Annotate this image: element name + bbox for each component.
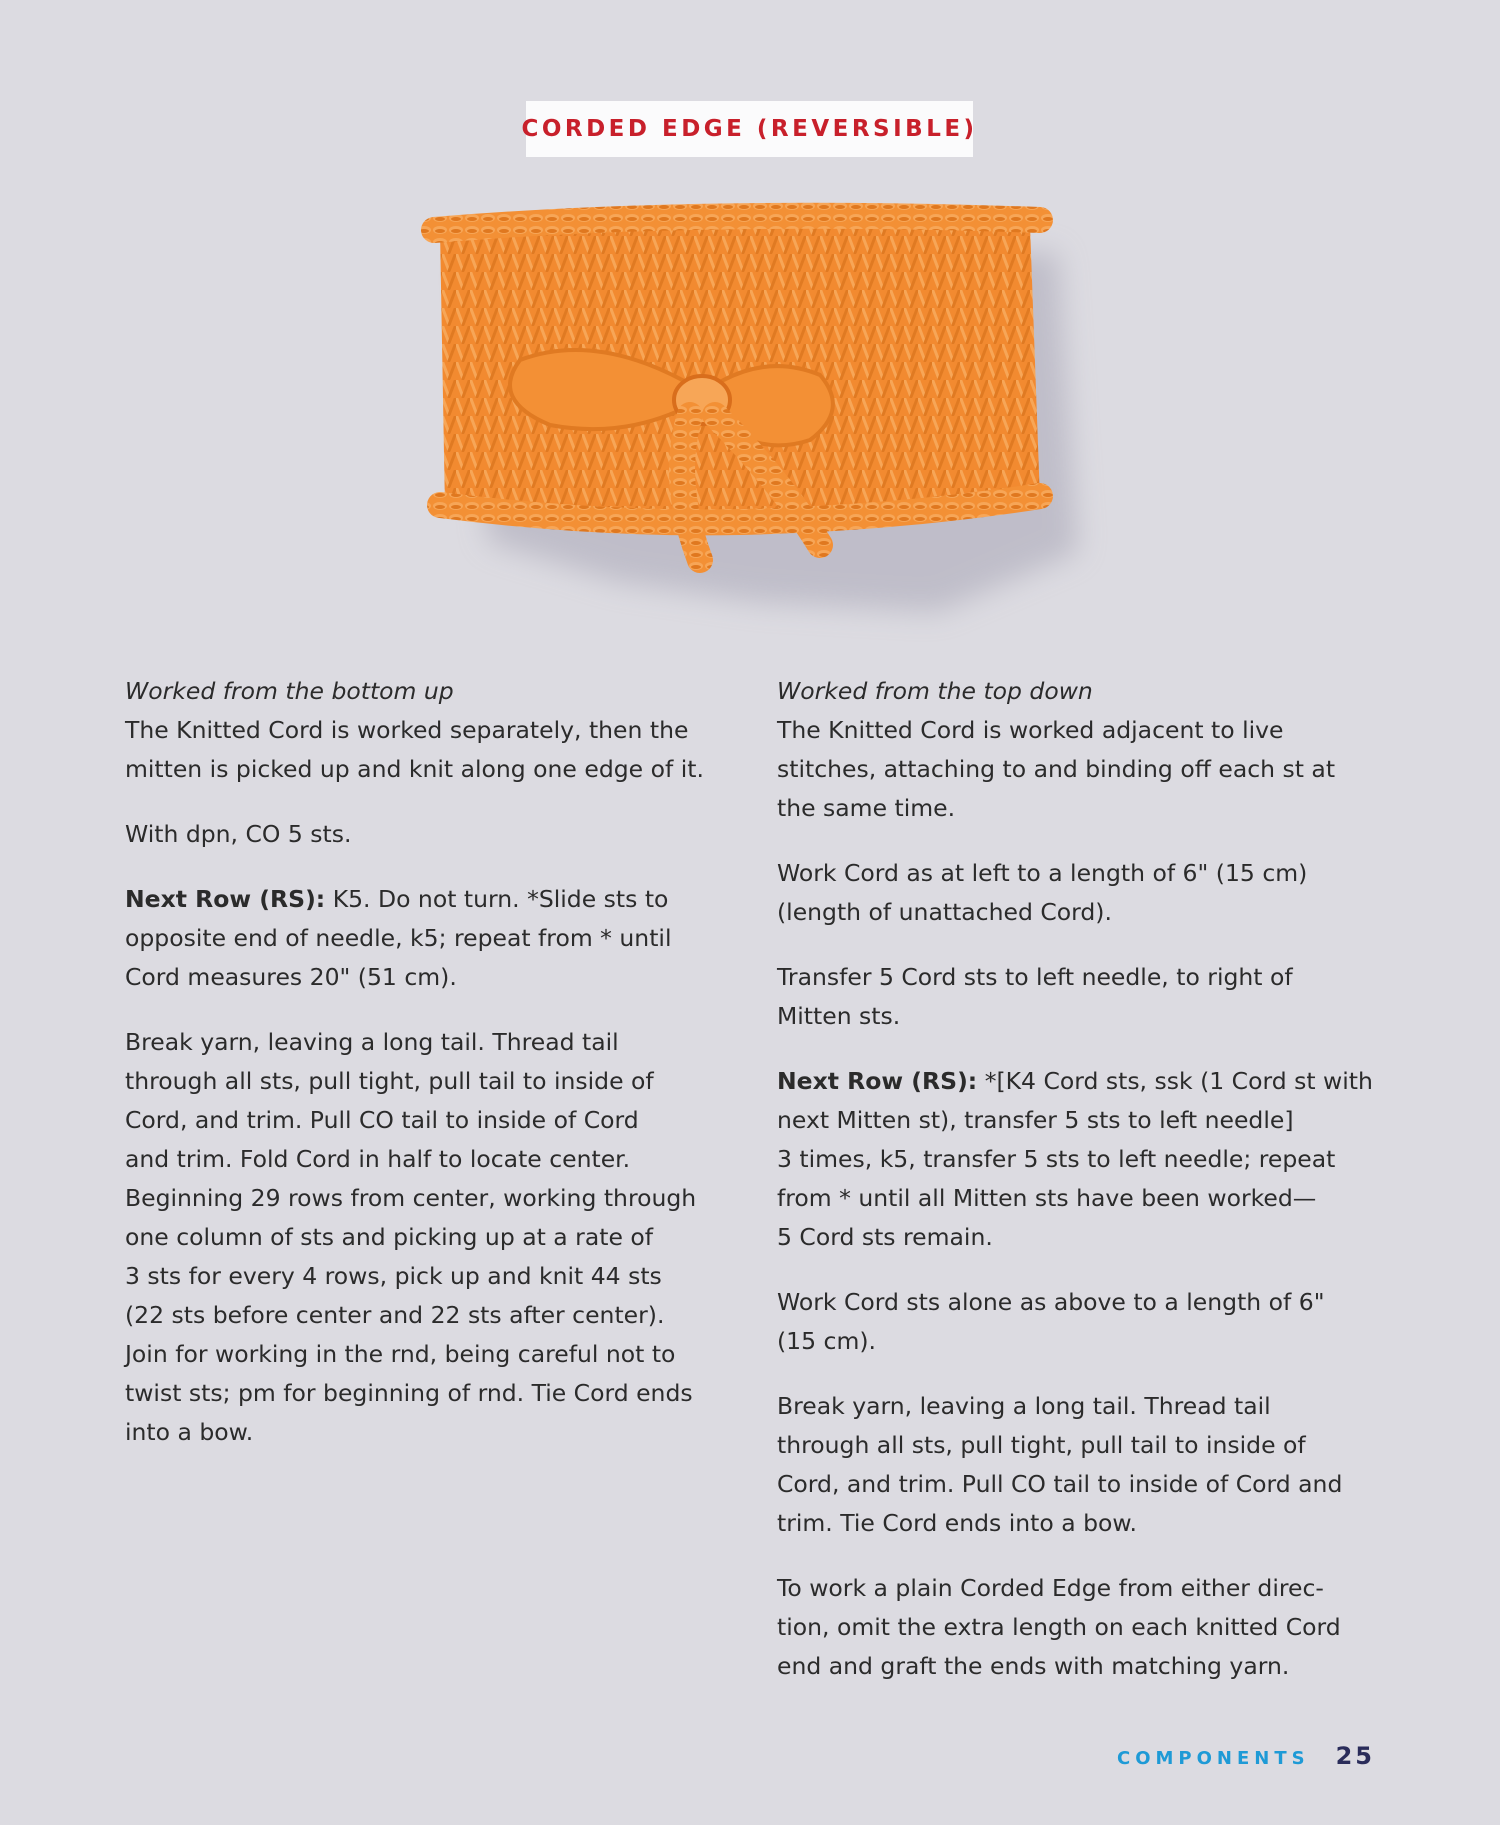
right-paragraph-3-text: Transfer 5 Cord sts to left needle, to right of Mitten sts. — [777, 963, 1293, 1030]
knitted-cuff-illustration — [400, 200, 1120, 650]
left-paragraph-3-text: K5. Do not turn. *Slide sts to opposite end of needle, k5; repeat from * until Cord measures 20" (51 cm). — [125, 885, 672, 991]
left-paragraph-1 — [125, 711, 735, 789]
left-paragraph-4 — [125, 1023, 735, 1452]
left-paragraph-2-text: With dpn, CO 5 sts. — [125, 820, 352, 848]
right-paragraph-1-text: The Knitted Cord is worked adjacent to live stitches, attaching to and binding off each st at the same time. — [777, 716, 1336, 822]
right-paragraph-6-text: Break yarn, leaving a long tail. Thread tail through all sts, pull tight, pull tail to inside of Cord, and trim. Pull CO tail to inside of Cord and trim. Tie Cord ends into a bow. — [777, 1392, 1343, 1537]
right-paragraph-2 — [777, 854, 1377, 932]
right-paragraph-3 — [777, 958, 1377, 1036]
left-paragraph-3-label: Next Row (RS): — [125, 885, 326, 913]
page-number: 25 — [1335, 1742, 1375, 1770]
right-paragraph-1 — [777, 711, 1377, 828]
left-paragraph-3 — [125, 880, 735, 997]
page-footer — [1117, 1742, 1375, 1770]
right-paragraph-5-text: Work Cord sts alone as above to a length of 6" (15 cm). — [777, 1288, 1325, 1355]
top-cord-edge — [434, 216, 1040, 230]
left-column — [125, 672, 735, 1478]
right-paragraph-2-text: Work Cord as at left to a length of 6" (15 cm) (length of unattached Cord). — [777, 859, 1308, 926]
right-paragraph-4-text: *[K4 Cord sts, ssk (1 Cord st with next Mitten st), transfer 5 sts to left needle] 3 times, k5, transfer 5 sts to left needle; repeat from * until all Mitten sts have been worked— 5 Cord sts remain. — [777, 1067, 1373, 1251]
right-column-intro: Worked from the top down — [777, 677, 1093, 705]
left-paragraph-4-text: Break yarn, leaving a long tail. Thread tail through all sts, pull tight, pull tail to inside of Cord, and trim. Pull CO tail to inside of Cord and trim. Fold Cord in half to locate center. Beginning 29 rows from center, working through one column of sts and picking up at a rate of 3 sts for every 4 rows, pick up and knit 44 sts (22 sts before center and 22 sts after center). Join for working in the rnd, being careful not to twist sts; pm for beginning of rnd. Tie Cord ends into a bow. — [125, 1028, 697, 1446]
knitted-cuff-photo — [400, 200, 1120, 650]
right-paragraph-4-label: Next Row (RS): — [777, 1067, 978, 1095]
right-column — [777, 672, 1377, 1712]
section-title: CORDED EDGE (REVERSIBLE) — [521, 116, 978, 142]
footer-section-name: COMPONENTS — [1117, 1748, 1310, 1769]
left-paragraph-2 — [125, 815, 735, 854]
right-paragraph-7 — [777, 1569, 1377, 1686]
right-paragraph-5 — [777, 1283, 1377, 1361]
right-paragraph-7-text: To work a plain Corded Edge from either direc- tion, omit the extra length on each knitted Cord end and graft the ends with matching yarn. — [777, 1574, 1341, 1680]
section-title-box — [521, 101, 978, 157]
left-paragraph-1-text: The Knitted Cord is worked separately, then the mitten is picked up and knit along one edge of it. — [125, 716, 704, 783]
right-paragraph-4 — [777, 1062, 1377, 1257]
right-paragraph-6 — [777, 1387, 1377, 1543]
left-column-intro: Worked from the bottom up — [125, 677, 454, 705]
